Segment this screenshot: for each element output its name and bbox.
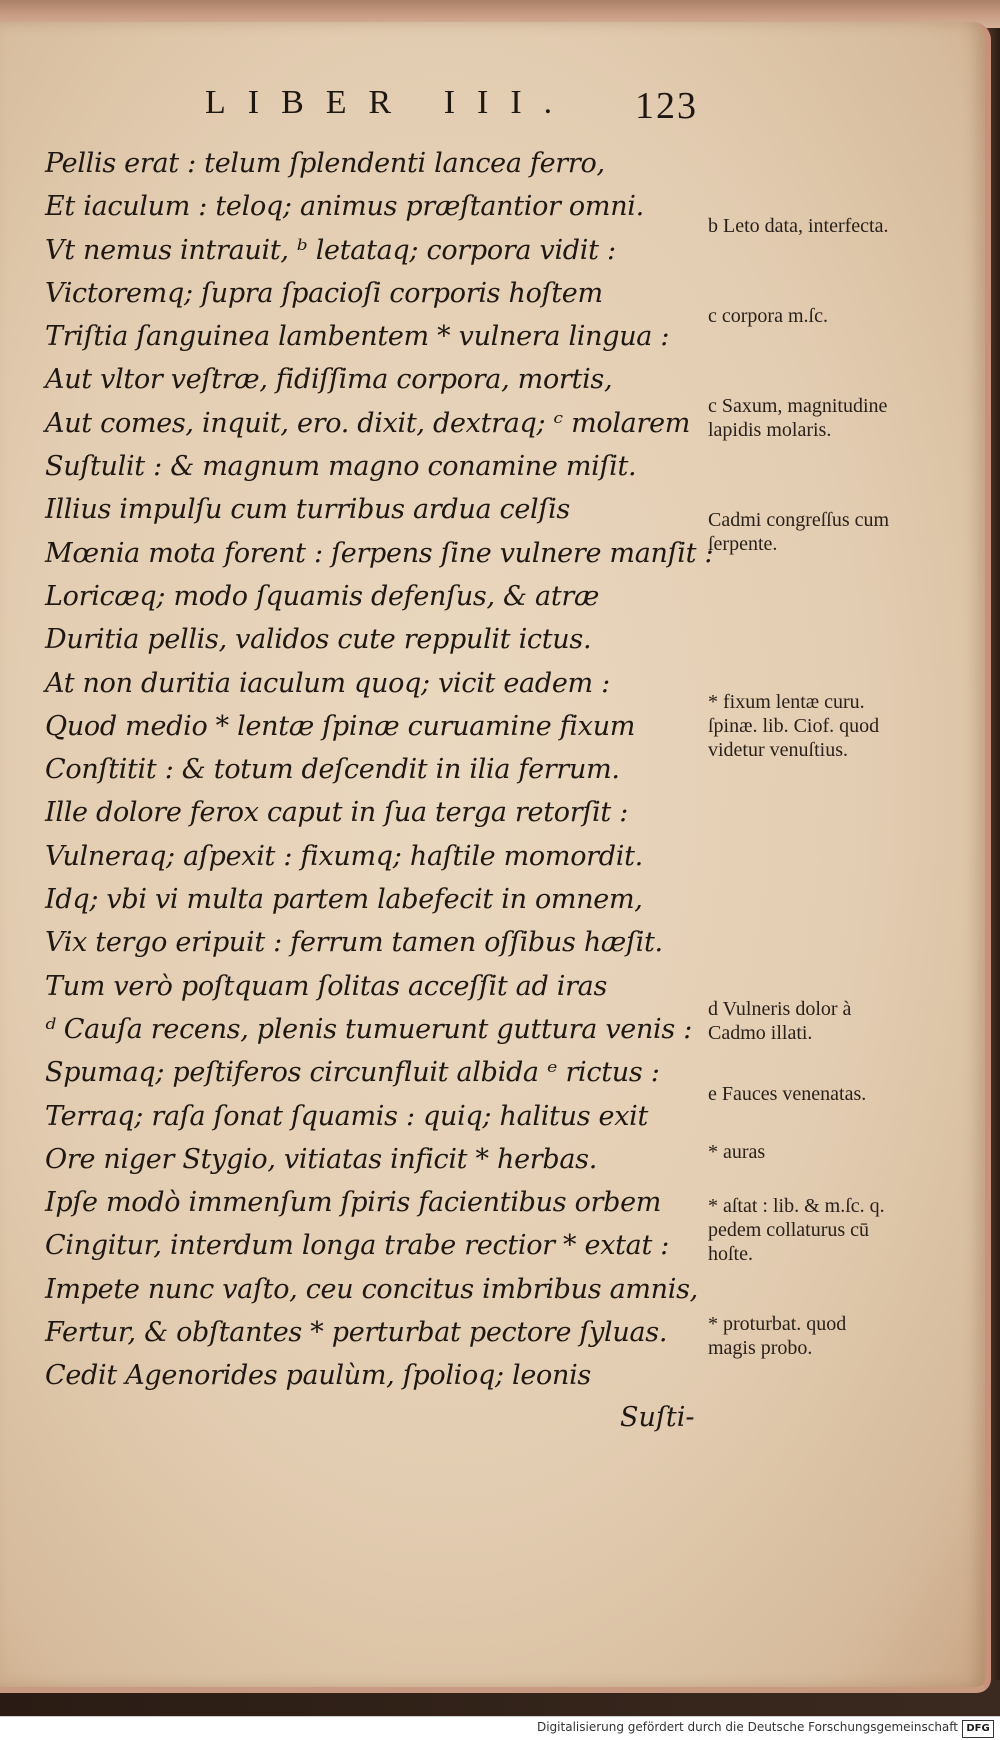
verse-line: Et iaculum : teloq; animus præſtantior omni. (45, 191, 644, 223)
verse-line: Fertur, & obſtantes * perturbat pectore ſyluas. (45, 1317, 668, 1349)
margin-note: c corpora m.ſc. (708, 305, 828, 327)
verse-line: Victoremq; ſupra ſpacioſi corporis hoſtem (45, 277, 603, 309)
verse-line: Duritia pellis, validos cute reppulit ictus. (45, 624, 592, 656)
catchword: Suſti- (620, 1402, 695, 1433)
margin-note: b Leto data, interfecta. (708, 215, 889, 237)
margin-note: * aſtat : lib. & m.ſc. q. pedem collaturus cū hoſte. (708, 1195, 885, 1265)
verse-line: Quod medio * lentæ ſpinæ curuamine fixum (45, 710, 636, 742)
verse-line: Mœnia mota forent : ſerpens ſine vulnere manſit : (45, 537, 714, 569)
verse-line: Triſtia ſanguinea lambentem * vulnera lingua : (45, 321, 670, 353)
verse-line: Pellis erat : telum ſplendenti lancea ferro, (45, 148, 605, 179)
verse-line: Vulneraq; aſpexit : fixumq; haſtile momordit. (45, 840, 643, 872)
verse-line: Vix tergo eripuit : ferrum tamen oſſibus hæſit. (45, 927, 663, 959)
margin-note: d Vulneris dolor à Cadmo illati. (708, 998, 852, 1044)
verse-line: Loricæq; modo ſquamis defenſus, & atræ (45, 580, 600, 612)
book-page (0, 22, 991, 1693)
running-header (205, 84, 725, 127)
verse-line: Conſtitit : & totum deſcendit in ilia ferrum. (45, 754, 620, 786)
margin-note: e Fauces venenatas. (708, 1083, 867, 1105)
verse-line: Aut vltor veſtræ, fidiſſima corpora, mortis, (45, 364, 613, 396)
margin-note: * proturbat. quod magis probo. (708, 1313, 847, 1359)
margin-note: * auras (708, 1141, 766, 1163)
verse-line: Spumaq; peſtiferos circunfluit albida ᵉ rictus : (45, 1057, 660, 1089)
verse-line: Vt nemus intrauit, ᵇ letataq; corpora vidit : (45, 234, 616, 266)
verse-line: Terraq; raſa ſonat ſquamis : quiq; halitus exit (45, 1100, 649, 1132)
verse-line: Ore niger Stygio, vitiatas inficit * herbas. (45, 1143, 597, 1175)
verse-line: Ipſe modò immenſum ſpiris facientibus orbem (45, 1187, 662, 1219)
margin-note: Cadmi congreſſus cum ſerpente. (708, 509, 890, 555)
verse-line: Illius impulſu cum turribus ardua celſis (45, 494, 570, 526)
running-title: LIBER III. (205, 84, 575, 121)
verse-line: Cingitur, interdum longa trabe rectior * extat : (45, 1230, 670, 1262)
verse-line: Idq; vbi vi multa partem labefecit in omnem, (45, 884, 643, 916)
verse-line: Suſtulit : & magnum magno conamine miſit. (45, 451, 637, 483)
footer-credit: Digitalisierung gefördert durch die Deutsche Forschungsgemeinschaft (536, 1720, 958, 1734)
verse-column (45, 142, 725, 1398)
verse-line: Cedit Agenorides paulùm, ſpolioq; leonis (45, 1360, 591, 1392)
verse-line: Impete nunc vaſto, ceu concitus imbribus amnis, (45, 1273, 698, 1305)
verse-line: ᵈ Cauſa recens, plenis tumuerunt guttura venis : (45, 1013, 693, 1045)
verse-line: Ille dolore ferox caput in ſua terga retorſit : (45, 797, 628, 829)
margin-note: c Saxum, magnitudine lapidis molaris. (708, 395, 888, 441)
page-number: 123 (635, 85, 698, 127)
verse-line: Aut comes, inquit, ero. dixit, dextraq; ᶜ molarem (45, 407, 691, 439)
dfg-logo-icon: DFG (962, 1720, 994, 1738)
margin-note: * fixum lentæ curu. ſpinæ. lib. Ciof. quod videtur venuſtius. (708, 691, 880, 761)
verse-line: Tum verò poſtquam ſolitas acceſſit ad iras (45, 970, 608, 1002)
verse-line: At non duritia iaculum quoq; vicit eadem : (45, 667, 610, 699)
footer-bar (0, 1716, 1000, 1740)
